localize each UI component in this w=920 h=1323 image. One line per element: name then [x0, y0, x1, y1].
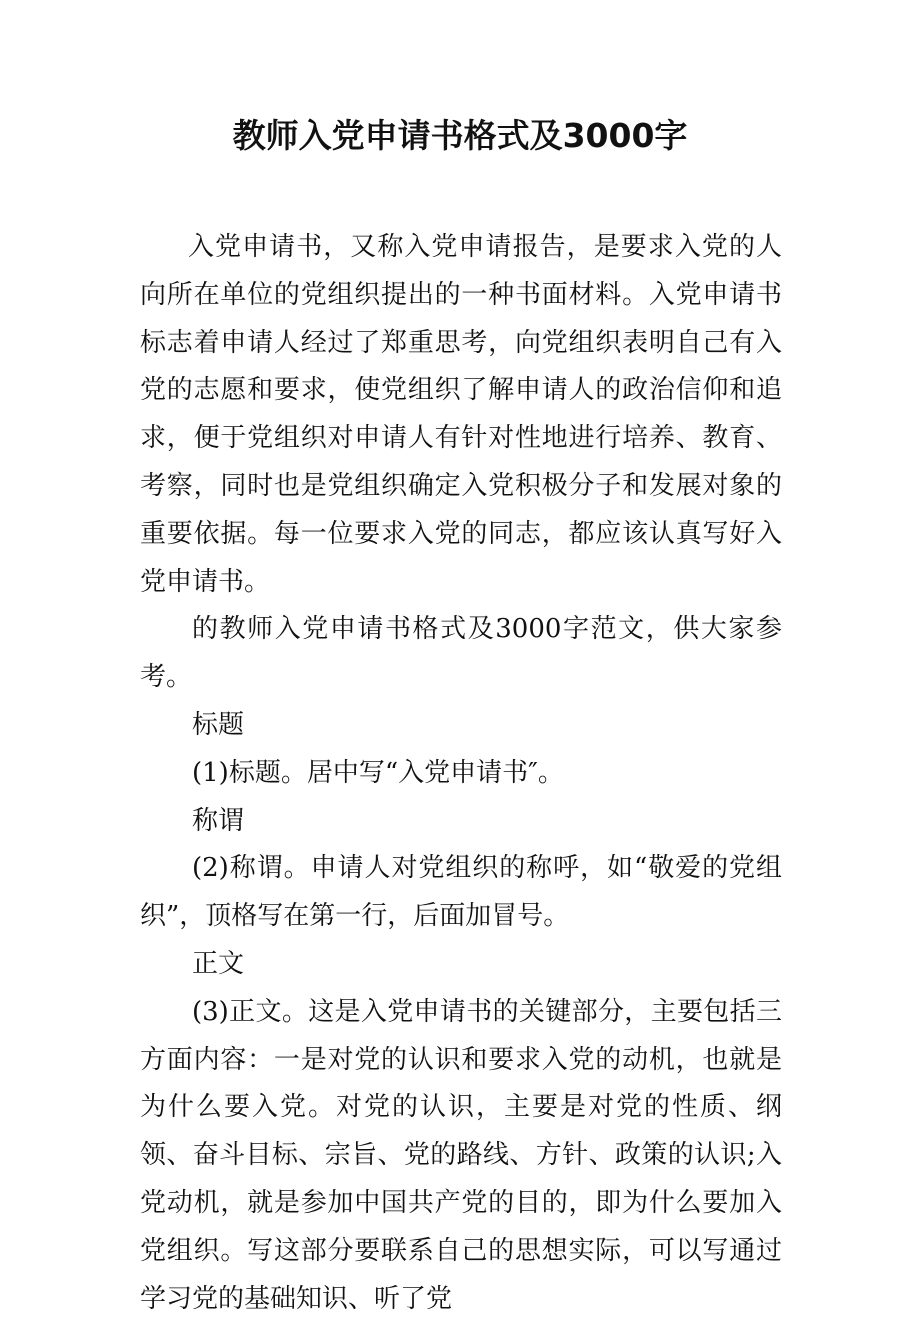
- paragraph-title-format: (1)标题。居中写“入党申请书″。: [192, 757, 564, 788]
- paragraph-intro: 入党申请书，又称入党申请报告，是要求入党的人向所在单位的党组织提出的一种书面材料。入党申请书标志着申请人经过了郑重思考，向党组织表明自己有入党的志愿和要求，使党组织了解申请人的政治信仰和追求，便于党组织对申请人有针对性地进行培养、教育、考察，同时也是党组织确定入党积极分子和发展对象的重要依据。每一位要求入党的同志，都应该认真写好入党申请书。: [140, 232, 782, 597]
- section-heading-salutation: 称谓: [192, 805, 245, 836]
- section-heading-body: 正文: [192, 948, 245, 979]
- document-title: 教师入党申请书格式及3000字: [232, 116, 688, 155]
- paragraph-body-format: (3)正文。这是入党申请书的关键部分，主要包括三方面内容：一是对党的认识和要求入党的动机，也就是为什么要入党。对党的认识，主要是对党的性质、纲领、奋斗目标、宗旨、党的路线、方针、政策的认识;入党动机，就是参加中国共产党的目的，即为什么要加入党组织。写这部分要联系自己的思想实际，可以写通过学习党的基础知识、听了党: [140, 996, 782, 1314]
- paragraph-salutation-format: (2)称谓。申请人对党组织的称呼，如“敬爱的党组织”，顶格写在第一行，后面加冒号。: [140, 853, 782, 932]
- section-heading-title: 标题: [192, 709, 245, 740]
- document-body: [140, 224, 782, 1323]
- paragraph-reference: 的教师入党申请书格式及3000字范文，供大家参考。: [140, 614, 782, 693]
